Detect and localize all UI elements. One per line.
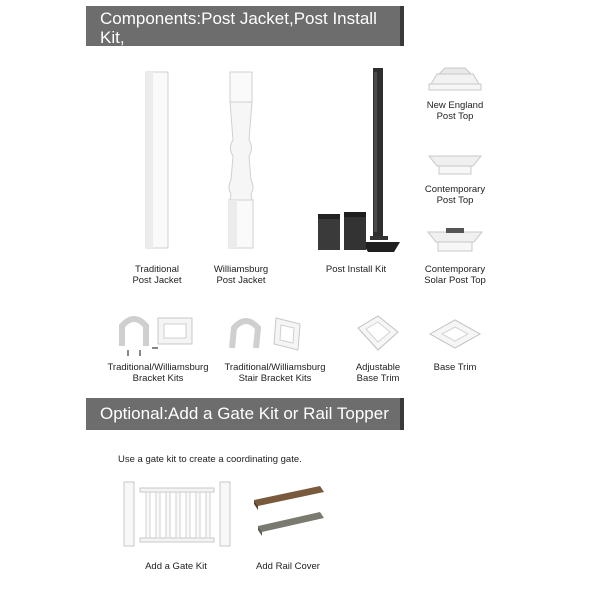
contemporary-solar-post-top-image [426, 224, 484, 256]
adjustable-base-trim-image [352, 312, 404, 356]
adjustable-base-trim-caption: Adjustable Base Trim [355, 362, 401, 384]
post-install-kit-caption: Post Install Kit [325, 264, 387, 275]
rail-cover-caption: Add Rail Cover [256, 561, 320, 572]
components-title-line2: Post Tops,Brackets & Base Trim [100, 47, 343, 66]
gate-kit-note: Use a gate kit to create a coordinating gate. [118, 454, 302, 465]
optional-title: Optional:Add a Gate Kit or Rail Topper [100, 404, 389, 423]
traditional-post-jacket-caption: Traditional Post Jacket [132, 264, 182, 286]
base-trim-image [426, 314, 484, 352]
contemporary-solar-post-top-caption: Contemporary Solar Post Top [424, 264, 486, 286]
post-install-kit-image [314, 64, 404, 254]
gate-kit-caption: Add a Gate Kit [145, 561, 207, 572]
optional-banner [86, 398, 404, 430]
traditional-post-jacket-image [142, 70, 172, 252]
stair-bracket-kits-caption: Traditional/Williamsburg Stair Bracket Kits [224, 362, 326, 384]
bracket-kits-image [112, 310, 202, 358]
contemporary-post-top-image [427, 150, 483, 180]
contemporary-post-top-caption: Contemporary Post Top [424, 184, 486, 206]
base-trim-caption: Base Trim [433, 362, 477, 373]
components-banner [86, 6, 404, 66]
components-title-line1: Components:Post Jacket,Post Install Kit, [100, 9, 377, 47]
williamsburg-post-jacket-caption: Williamsburg Post Jacket [213, 264, 269, 286]
rail-cover-image [250, 484, 328, 538]
stair-bracket-kits-image [226, 310, 312, 354]
williamsburg-post-jacket-image [224, 70, 258, 252]
new-england-post-top-caption: New England Post Top [426, 100, 484, 122]
new-england-post-top-image [427, 64, 483, 98]
gate-kit-image [120, 478, 234, 550]
bracket-kits-caption: Traditional/Williamsburg Bracket Kits [107, 362, 209, 384]
